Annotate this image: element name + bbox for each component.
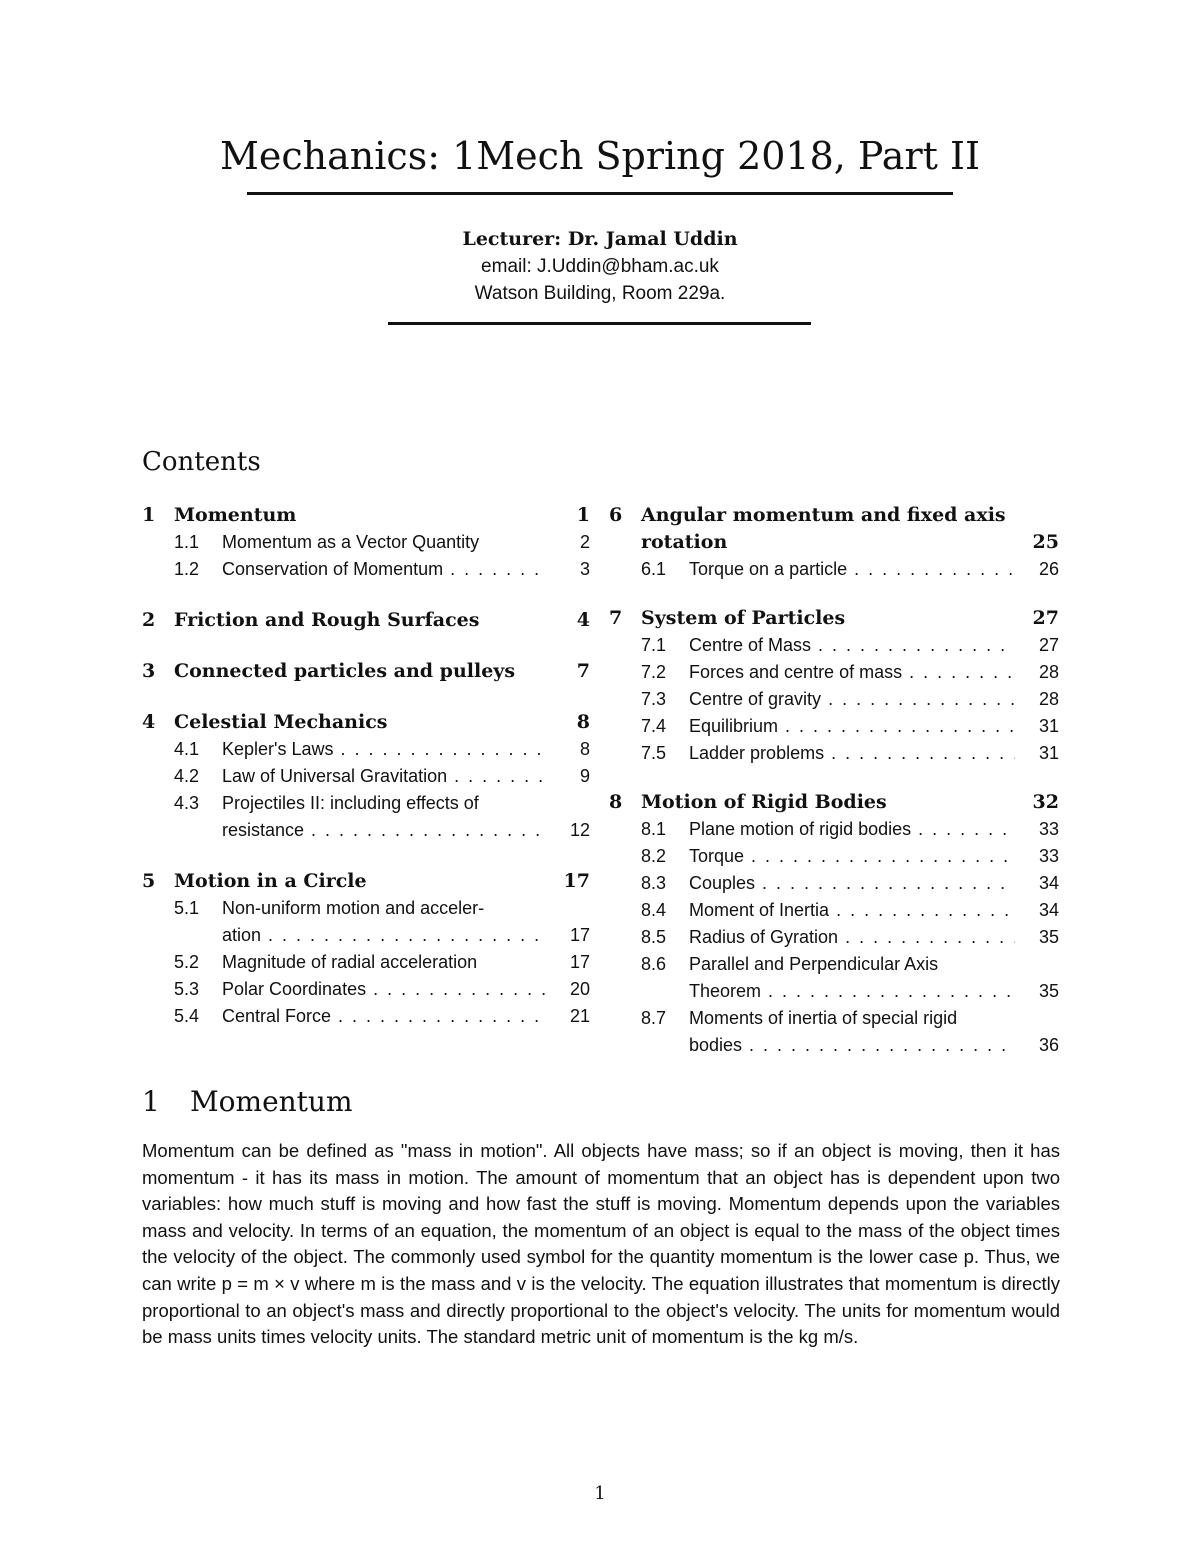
toc-subsection-page: 33 <box>1038 819 1059 839</box>
toc-section-page: 4 <box>576 609 590 631</box>
toc-subsection[interactable] <box>641 740 1059 767</box>
toc-section-number: 4 <box>142 711 156 733</box>
toc-subsection-number: 7.5 <box>641 743 667 763</box>
toc-subsection-number: 8.3 <box>641 873 667 893</box>
toc-section-number: 6 <box>609 504 623 526</box>
lecturer-name: Lecturer: Dr. Jamal Uddin <box>462 228 738 250</box>
toc-subsection[interactable] <box>174 556 590 583</box>
toc-section-number: 1 <box>142 504 156 526</box>
toc-section-title: Connected particles and pulleys <box>174 660 516 682</box>
toc-section-page: 27 <box>1032 607 1059 629</box>
toc-subsection-number: 5.4 <box>174 1006 200 1026</box>
toc-subsection-page: 33 <box>1038 846 1059 866</box>
toc-subsection[interactable] <box>174 1003 590 1030</box>
toc-subsection[interactable] <box>641 816 1059 843</box>
toc-subsection-number: 5.2 <box>174 952 200 972</box>
toc-section-title: Angular momentum and fixed axis <box>641 504 1006 526</box>
toc-subsection[interactable] <box>174 895 590 922</box>
toc-subsection-title-cont: resistance . . . <box>222 817 546 844</box>
toc-section-title: System of Particles <box>641 607 846 629</box>
toc-subsection-page: 3 <box>579 559 590 579</box>
section-title: Momentum <box>190 1085 353 1118</box>
toc-subsection-number: 7.4 <box>641 716 667 736</box>
toc-subsection-number: 1.1 <box>174 532 200 552</box>
toc-section-page: 17 <box>563 870 590 892</box>
toc-section-title: Friction and Rough Surfaces <box>174 609 480 631</box>
toc-subsection-title: Radius of Gyration . . . <box>689 924 1015 951</box>
toc-subsection-number: 7.2 <box>641 662 667 682</box>
toc-section[interactable] <box>609 502 1059 529</box>
toc-subsection[interactable] <box>174 949 590 976</box>
title-rule <box>247 192 953 195</box>
toc-subsection-number: 7.3 <box>641 689 667 709</box>
toc-subsection-page: 34 <box>1038 873 1059 893</box>
toc-subsection-page: 17 <box>569 925 590 945</box>
toc-subsection-title: Moment of Inertia . . . <box>689 897 1015 924</box>
toc-subsection[interactable] <box>641 686 1059 713</box>
toc-subsection-number: 8.7 <box>641 1008 667 1028</box>
toc-section[interactable] <box>142 502 590 529</box>
toc-section-continued[interactable] <box>609 529 1059 556</box>
toc-subsection[interactable] <box>174 790 590 817</box>
toc-subsection-title: Conservation of Momentum . . . <box>222 556 546 583</box>
toc-subsection-title: Ladder problems . . . <box>689 740 1015 767</box>
toc-section-title: Motion of Rigid Bodies <box>641 791 887 813</box>
toc-subsection-title-cont: Theorem . . . <box>689 978 1015 1005</box>
contents-heading: Contents <box>142 447 261 477</box>
toc-subsection[interactable] <box>174 736 590 763</box>
toc-section-title-cont: rotation <box>641 531 728 553</box>
toc-subsection-title: Magnitude of radial acceleration <box>222 952 478 972</box>
toc-subsection-number: 8.2 <box>641 846 667 866</box>
toc-subsection-page: 8 <box>579 739 590 759</box>
toc-section-number: 8 <box>609 791 623 813</box>
toc-subsection-number: 4.3 <box>174 793 200 813</box>
toc-subsection-page: 20 <box>569 979 590 999</box>
toc-subsection-continued[interactable] <box>641 978 1059 1005</box>
toc-subsection-page: 35 <box>1038 981 1059 1001</box>
lecturer-room: Watson Building, Room 229a. <box>474 283 726 304</box>
toc-subsection-number: 5.3 <box>174 979 200 999</box>
toc-subsection[interactable] <box>174 763 590 790</box>
toc-subsection-number: 7.1 <box>641 635 667 655</box>
toc-right-column <box>609 502 1059 1059</box>
lecturer-email: email: J.Uddin@bham.ac.uk <box>481 256 719 277</box>
toc-section-page: 32 <box>1032 791 1059 813</box>
toc-section-page: 8 <box>576 711 590 733</box>
toc-subsection-title: Kepler's Laws . . . <box>222 736 546 763</box>
toc-section-number: 7 <box>609 607 623 629</box>
toc-subsection-page: 26 <box>1038 559 1059 579</box>
toc-subsection-continued[interactable] <box>641 1032 1059 1059</box>
toc-subsection-number: 8.1 <box>641 819 667 839</box>
toc-subsection[interactable] <box>641 632 1059 659</box>
toc-section-number: 5 <box>142 870 156 892</box>
toc-subsection-page: 27 <box>1038 635 1059 655</box>
toc-subsection[interactable] <box>641 1005 1059 1032</box>
toc-subsection[interactable] <box>641 951 1059 978</box>
toc-subsection-page: 31 <box>1038 743 1059 763</box>
toc-subsection-title: Couples . . . <box>689 870 1015 897</box>
toc-subsection-title-cont: ation . . . <box>222 922 546 949</box>
toc-subsection-title: Momentum as a Vector Quantity <box>222 532 480 552</box>
toc-section[interactable] <box>609 789 1059 816</box>
toc-subsection-title: Torque on a particle . . . <box>689 556 1015 583</box>
toc-subsection-number: 8.4 <box>641 900 667 920</box>
toc-subsection-number: 1.2 <box>174 559 200 579</box>
toc-subsection-page: 28 <box>1038 689 1059 709</box>
toc-section-page: 1 <box>576 504 590 526</box>
toc-subsection[interactable] <box>174 529 590 556</box>
toc-subsection[interactable] <box>641 924 1059 951</box>
toc-section[interactable] <box>142 709 590 736</box>
toc-subsection-title: Polar Coordinates . . . <box>222 976 546 1003</box>
toc-subsection-number: 5.1 <box>174 898 200 918</box>
toc-section[interactable] <box>142 868 590 895</box>
toc-subsection-page: 17 <box>569 952 590 972</box>
toc-subsection[interactable] <box>174 976 590 1003</box>
toc-subsection-number: 4.2 <box>174 766 200 786</box>
toc-section-page: 7 <box>576 660 590 682</box>
section-heading <box>142 1083 353 1121</box>
toc-subsection-number: 6.1 <box>641 559 667 579</box>
section-body <box>142 1138 1060 1351</box>
toc-section-page: 25 <box>1032 531 1059 553</box>
toc-subsection-page: 35 <box>1038 927 1059 947</box>
toc-subsection-page: 31 <box>1038 716 1059 736</box>
toc-subsection-page: 12 <box>569 820 590 840</box>
toc-section-title: Celestial Mechanics <box>174 711 388 733</box>
toc-section-number: 3 <box>142 660 156 682</box>
section-number: 1 <box>142 1085 160 1118</box>
toc-section-title: Motion in a Circle <box>174 870 367 892</box>
toc-section[interactable] <box>609 605 1059 632</box>
toc-subsection-title: Law of Universal Gravitation . . . <box>222 763 546 790</box>
toc-subsection[interactable] <box>641 556 1059 583</box>
page-number: 1 <box>594 1483 606 1504</box>
toc-subsection-title: Centre of Mass . . . <box>689 632 1015 659</box>
toc-subsection-page: 36 <box>1038 1035 1059 1055</box>
toc-subsection-title: Moments of inertia of special rigid <box>689 1008 958 1028</box>
toc-section-title: Momentum <box>174 504 297 526</box>
toc-subsection-page: 28 <box>1038 662 1059 682</box>
toc-subsection-page: 2 <box>579 532 590 552</box>
toc-subsection-title: Centre of gravity . . . <box>689 686 1015 713</box>
toc-subsection-title-cont: bodies . . . <box>689 1032 1015 1059</box>
body-paragraph: Momentum can be defined as "mass in motion". All objects have mass; so if an object is moving, then it has momentum - it has its mass in motion. The amount of momentum that an object has is dependent upon two variables: how much stuff is moving and how fast the stuff is moving. Momentum depends upon the variables mass and velocity. In terms of an equation, the momentum of an object is equal to the mass of the object times the velocity of the object. The commonly used symbol for the quantity momentum is the lower case p. Thus, we can write p = m × v where m is the mass and v is the velocity. The equation illustrates that momentum is directly proportional to an object's mass and directly proportional to the object's velocity. The units for momentum would be mass units times velocity units. The standard metric unit of momentum is the kg m/s. <box>142 1140 1060 1348</box>
toc-left-column <box>142 502 590 1030</box>
toc-subsection-title: Plane motion of rigid bodies . . . <box>689 816 1015 843</box>
toc-subsection-continued[interactable] <box>174 817 590 844</box>
toc-subsection-number: 8.6 <box>641 954 667 974</box>
document-title: Mechanics: 1Mech Spring 2018, Part II <box>220 134 980 178</box>
toc-subsection-title: Central Force . . . <box>222 1003 546 1030</box>
toc-subsection[interactable] <box>641 713 1059 740</box>
toc-section[interactable] <box>142 658 590 685</box>
toc-section-number: 2 <box>142 609 156 631</box>
toc-subsection-continued[interactable] <box>174 922 590 949</box>
toc-subsection-title: Forces and centre of mass . . . <box>689 659 1015 686</box>
toc-subsection[interactable] <box>641 870 1059 897</box>
toc-subsection-page: 34 <box>1038 900 1059 920</box>
toc-subsection[interactable] <box>641 843 1059 870</box>
toc-section[interactable] <box>142 607 590 634</box>
toc-subsection-number: 8.5 <box>641 927 667 947</box>
toc-subsection-title: Parallel and Perpendicular Axis <box>689 954 939 974</box>
toc-subsection-title: Equilibrium . . . <box>689 713 1015 740</box>
toc-subsection-title: Non-uniform motion and acceler- <box>222 898 485 918</box>
toc-subsection-title: Torque . . . <box>689 843 1015 870</box>
toc-subsection-page: 21 <box>569 1006 590 1026</box>
toc-subsection[interactable] <box>641 897 1059 924</box>
toc-subsection-number: 4.1 <box>174 739 200 759</box>
toc-subsection[interactable] <box>641 659 1059 686</box>
toc-subsection-page: 9 <box>579 766 590 786</box>
toc-subsection-title: Projectiles II: including effects of <box>222 793 479 813</box>
lecturer-rule <box>388 322 811 325</box>
